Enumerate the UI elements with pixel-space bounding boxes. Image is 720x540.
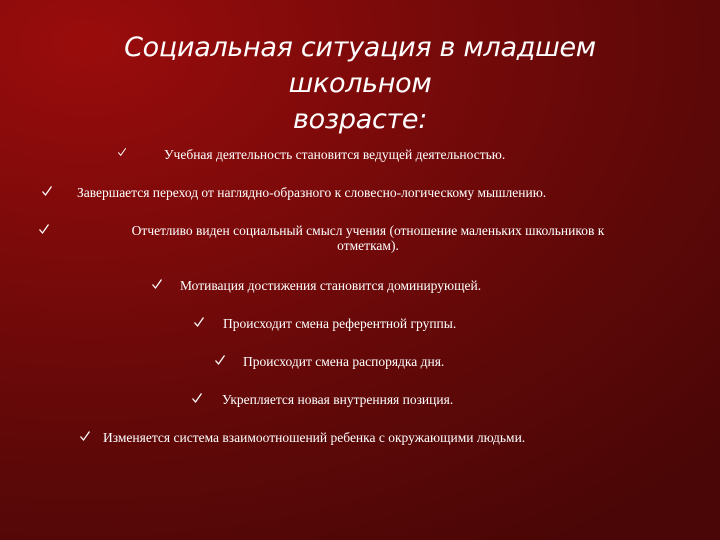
bullet-item xyxy=(38,223,673,253)
check-mark-icon xyxy=(41,185,53,197)
bullet-item xyxy=(214,354,444,369)
check-mark-icon xyxy=(191,392,203,404)
check-mark-icon xyxy=(38,223,50,235)
bullet-text: Укрепляется новая внутренняя позиция. xyxy=(222,392,454,407)
bullet-text-multiline xyxy=(63,223,673,253)
check-mark-icon xyxy=(193,316,205,328)
title-line-2: возрасте: xyxy=(292,104,428,135)
check-mark-icon xyxy=(151,278,163,290)
bullet-text-line-2: отметкам). xyxy=(337,238,399,253)
bullet-text: Завершается переход от наглядно-образного к словесно-логическому мышлению. xyxy=(77,185,547,200)
bullet-text: Происходит смена распорядка дня. xyxy=(243,354,445,369)
bullet-item xyxy=(79,430,525,445)
bullet-item xyxy=(41,185,546,200)
bullet-text: Мотивация достижения становится доминирующей. xyxy=(180,278,482,293)
bullet-item xyxy=(193,316,456,331)
bullet-item xyxy=(117,147,505,162)
check-mark-icon xyxy=(117,147,127,157)
slide-title xyxy=(60,30,660,138)
title-line-1: Социальная ситуация в младшем школьном xyxy=(124,32,596,99)
bullet-text: Изменяется система взаимоотношений ребенка с окружающими людьми. xyxy=(103,430,526,445)
bullet-text-line-1: Отчетливо виден социальный смысл учения (отношение маленьких школьников к xyxy=(131,223,605,238)
bullet-text: Происходит смена референтной группы. xyxy=(223,316,457,331)
check-mark-icon xyxy=(214,354,226,366)
check-mark-icon xyxy=(79,430,91,442)
bullet-text: Учебная деятельность становится ведущей деятельностью. xyxy=(164,147,506,162)
bullet-item xyxy=(151,278,481,293)
bullet-item xyxy=(191,392,453,407)
